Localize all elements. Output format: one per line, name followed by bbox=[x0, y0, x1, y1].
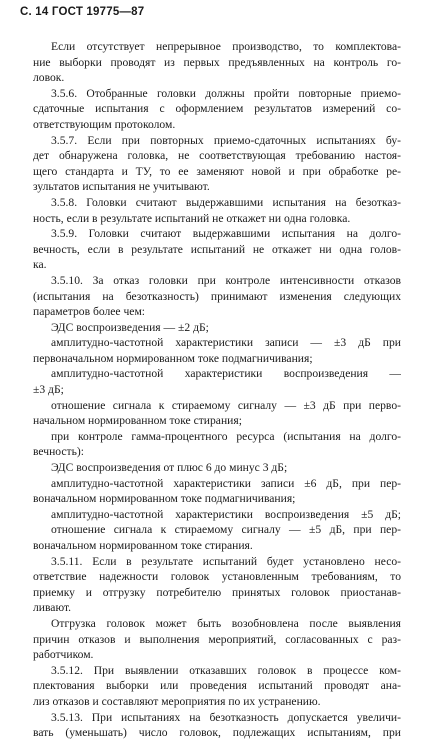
text-line: воначальном нормированном токе подмагничивания; bbox=[33, 492, 296, 506]
text-line: амплитудно-частотной характеристики воспроизведения ±5 дБ; bbox=[51, 507, 401, 521]
text-line: Отгрузка головок может быть возобновлена после выявления bbox=[51, 616, 401, 630]
text-line: зультатов испытания не учитывают. bbox=[33, 180, 210, 194]
text-line: 3.5.12. При выявлении отказавших головок в процессе ком- bbox=[51, 663, 401, 677]
text-line: амплитудно-частотной характеристики воспроизведения — bbox=[51, 367, 401, 381]
text-line: 3.5.7. Если при повторных приемо-сдаточных испытаниях бу- bbox=[51, 133, 401, 147]
text-line: ±3 дБ; bbox=[33, 383, 64, 397]
text-line: плектования выборки или проведения испытаний проводят ана- bbox=[33, 679, 401, 693]
text-line: работчиком. bbox=[33, 648, 94, 662]
text-line: щего стандарта и ТУ, то ее заменяют новой и при обработке ре- bbox=[33, 164, 401, 178]
text-line: ответствие надежности головок установленным требованиям, то bbox=[33, 570, 401, 584]
text-line: лиз отказов и составляют мероприятия по их устранению. bbox=[33, 694, 321, 708]
text-line: вечность, если в результате испытаний не откажет ни одна голов- bbox=[33, 242, 401, 256]
text-line: отношение сигнала к стираемому сигналу — ±5 дБ, при пер- bbox=[51, 523, 401, 537]
text-line: ловок. bbox=[33, 71, 65, 85]
text-line: ка. bbox=[33, 258, 47, 272]
text-line: при контроле гамма-процентного ресурса (испытания на долго- bbox=[51, 429, 401, 443]
text-line: ность, если в результате испытаний не откажет ни одна головка. bbox=[33, 211, 351, 225]
text-line: воначальном нормированном токе стирания. bbox=[33, 539, 253, 552]
text-line: 3.5.13. При испытаниях на безотказность допускается увеличи- bbox=[51, 710, 401, 724]
text-line: ливают. bbox=[33, 601, 72, 615]
text-line: параметров более чем: bbox=[33, 305, 146, 319]
text-line: 3.5.11. Если в результате испытаний будет установлено несо- bbox=[51, 554, 401, 568]
text-line: ответствующим протоколом. bbox=[33, 117, 176, 131]
document-body bbox=[33, 39, 401, 741]
text-line: дет обнаружена головка, не соответствующая требованию настоя- bbox=[33, 149, 401, 163]
text-line: 3.5.10. За отказ головки при контроле интенсивности отказов bbox=[51, 273, 401, 287]
text-line: (испытания на безотказность) принимают изменения следующих bbox=[33, 289, 401, 303]
text-line: приемку и отгрузку потребителю принятых головок приостанав- bbox=[33, 585, 401, 599]
text-line: 3.5.9. Головки считают выдержавшими испытания на долго- bbox=[51, 227, 401, 241]
text-line: вать (уменьшать) число головок, подлежащих испытаниям, при bbox=[33, 726, 401, 740]
text-line: амплитудно-частотной характеристики записи ±6 дБ, при пер- bbox=[51, 476, 401, 490]
text-line: ние выборки проводят из первых предъявленных на контроль го- bbox=[33, 55, 401, 69]
text-line: причин отказов и выполнения мероприятий, согласованных с раз- bbox=[33, 632, 401, 646]
text-line: 3.5.8. Головки считают выдержавшими испытания на безотказ- bbox=[51, 195, 401, 209]
text-line: Если отсутствует непрерывное производство, то комплектова- bbox=[51, 40, 401, 53]
text-line: отношение сигнала к стираемому сигналу — ±3 дБ при перво- bbox=[51, 398, 401, 412]
text-line: амплитудно-частотной характеристики записи — ±3 дБ при bbox=[51, 336, 401, 350]
page-header: С. 14 ГОСТ 19775—87 bbox=[20, 6, 145, 18]
text-line: вечность): bbox=[33, 445, 84, 459]
text-line: 3.5.6. Отобранные головки должны пройти повторные приемо- bbox=[51, 86, 401, 100]
text-line: ЭДС воспроизведения — ±2 дБ; bbox=[51, 320, 209, 334]
text-line: сдаточные испытания с оформлением результатов измерений со- bbox=[33, 102, 401, 116]
text-line: ЭДС воспроизведения от плюс 6 до минус 3 дБ; bbox=[51, 461, 288, 475]
text-line: первоначальном нормированном токе подмагничивания; bbox=[33, 351, 313, 365]
text-line: начальном нормированном токе стирания; bbox=[33, 414, 242, 428]
